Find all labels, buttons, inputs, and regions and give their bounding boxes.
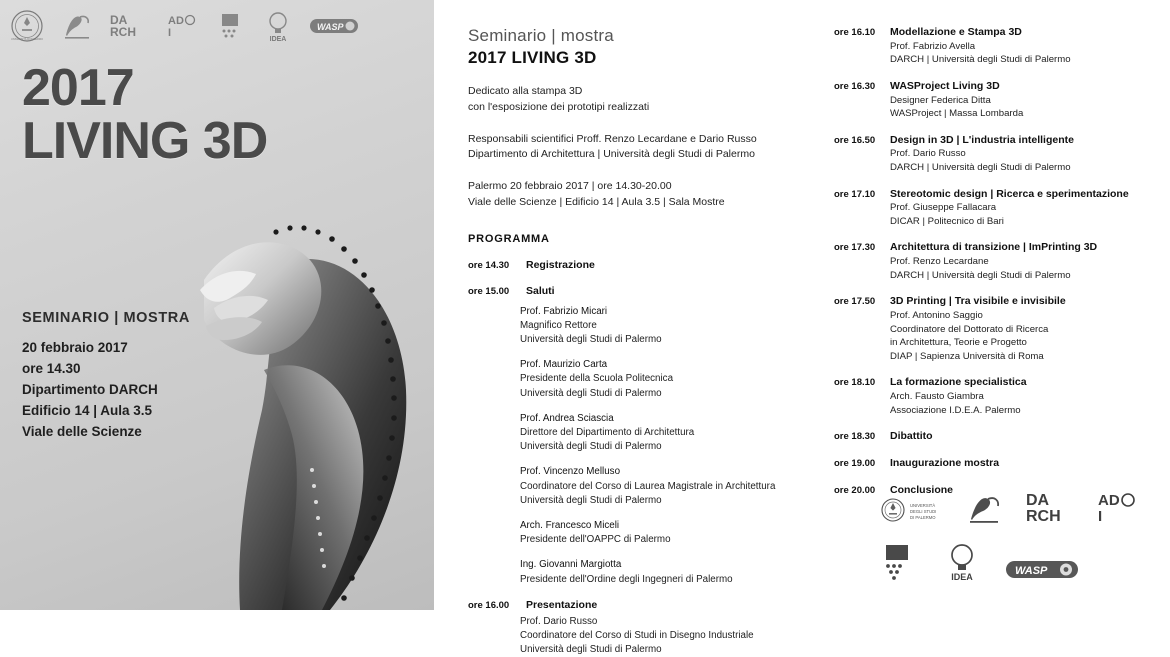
- poster-subtitle: SEMINARIO | MOSTRA: [22, 310, 190, 326]
- svg-text:WASP: WASP: [1015, 565, 1048, 577]
- programme-heading: PROGRAMMA: [468, 232, 550, 245]
- directors-line-2: Dipartimento di Architettura | Università degli Studi di Palermo: [468, 148, 755, 161]
- speaker-entry: [468, 465, 810, 508]
- programme-item-time: ore 16.00: [468, 599, 510, 611]
- programme-item: [468, 259, 810, 271]
- talk-title: Modellazione e Stampa 3D: [890, 26, 1022, 38]
- talk-time: ore 18.30: [834, 431, 876, 443]
- speaker-affiliation: Università degli Studi di Palermo: [520, 387, 662, 399]
- footer-logo-row-2: [880, 538, 1170, 582]
- svg-text:IDEA: IDEA: [269, 36, 287, 43]
- talk-time: ore 17.50: [834, 296, 876, 308]
- talk-affiliation: DARCH | Università degli Studi di Palermo: [890, 54, 1071, 66]
- svg-text:AD: AD: [168, 15, 184, 27]
- poster-panel: [0, 0, 434, 610]
- sheet-column-right: [824, 0, 1166, 610]
- poster-room: Edificio 14 | Aula 3.5: [22, 402, 153, 418]
- location-line-1: Palermo 20 febbraio 2017 | ore 14.30-20.00: [468, 180, 672, 192]
- poster-street: Viale delle Scienze: [22, 423, 142, 439]
- sculpture-photo: [144, 140, 444, 610]
- event-location: [468, 179, 810, 211]
- talk-affiliation: DIAP | Sapienza Università di Roma: [890, 350, 1044, 362]
- svg-text:DI PALERMO: DI PALERMO: [910, 515, 936, 520]
- svg-text:WASP: WASP: [317, 22, 344, 32]
- talk-affiliation: DARCH | Università degli Studi di Palermo: [890, 269, 1071, 281]
- scientific-directors: [468, 132, 810, 164]
- speaker-name: Prof. Andrea Sciascia: [520, 412, 614, 424]
- talk-item: [834, 80, 1150, 121]
- speaker-name: Arch. Francesco Miceli: [520, 519, 620, 531]
- wasp-logo-icon: [1006, 556, 1078, 582]
- lede-line-1: Dedicato alla stampa 3D: [468, 85, 583, 97]
- speaker-name: Prof. Dario Russo: [520, 615, 598, 627]
- adi-logo-icon: [168, 11, 202, 41]
- speaker-entry: [468, 358, 810, 401]
- speaker-entry: [468, 615, 810, 657]
- talk-role-2: in Architettura, Teorie e Progetto: [890, 337, 1027, 349]
- talk-title: La formazione specialistica: [890, 376, 1027, 389]
- svg-text:UNIVERSITÀ: UNIVERSITÀ: [910, 503, 936, 508]
- talk-speaker: Prof. Fabrizio Avella: [890, 40, 976, 52]
- polisci-logo-icon: [964, 492, 1004, 526]
- sheet-kicker: Seminario | mostra: [468, 26, 614, 45]
- talk-item: [834, 430, 1150, 444]
- talk-time: ore 16.30: [834, 80, 876, 92]
- programme-item: [468, 285, 810, 297]
- sheet-headline: 2017 LIVING 3D: [468, 48, 597, 67]
- speaker-name: Prof. Vincenzo Melluso: [520, 466, 621, 478]
- location-line-2: Viale delle Scienze | Edificio 14 | Aula 3.5 | Sala Mostre: [468, 195, 725, 208]
- programme-speaker-list: [468, 305, 810, 587]
- speaker-role: Magnifico Rettore: [520, 319, 597, 331]
- svg-text:AD: AD: [1098, 492, 1120, 509]
- talk-title: Architettura di transizione | ImPrinting 3D: [890, 241, 1098, 254]
- speaker-entry: [468, 558, 810, 586]
- poster-title-line2: LIVING 3D: [22, 112, 268, 171]
- talk-item: [834, 376, 1150, 417]
- talk-time: ore 17.30: [834, 242, 876, 254]
- programme-item-title: Registrazione: [526, 258, 595, 271]
- talk-affiliation: Associazione I.D.E.A. Palermo: [890, 404, 1021, 416]
- speaker-entry: [468, 305, 810, 348]
- talk-item: [834, 457, 1150, 471]
- talk-speaker: Prof. Dario Russo: [890, 148, 966, 160]
- talk-time: ore 18.10: [834, 377, 876, 389]
- speaker-role: Presidente dell'Ordine degli Ingegneri di Palermo: [520, 573, 733, 585]
- poster-title: [22, 59, 268, 171]
- talk-title: Inaugurazione mostra: [890, 456, 1000, 469]
- talk-item: [834, 26, 1150, 67]
- poster-title-line1: 2017: [22, 59, 134, 117]
- svg-text:DA: DA: [110, 13, 128, 27]
- talk-speaker: Prof. Antonino Saggio: [890, 309, 983, 321]
- speaker-affiliation: Università degli Studi di Palermo: [520, 441, 662, 453]
- speaker-affiliation: Università degli Studi di Palermo: [520, 494, 662, 506]
- programme-item-title: Saluti: [526, 284, 555, 297]
- dots-logo-icon: [218, 11, 246, 41]
- speaker-role: Presidente della Scuola Politecnica: [520, 373, 674, 385]
- lede-line-2: con l'esposizione dei prototipi realizzati: [468, 100, 650, 113]
- talk-role-1: Coordinatore del Dottorato di Ricerca: [890, 323, 1049, 335]
- sheet-column-left: [434, 0, 824, 656]
- darch-logo-icon: [1026, 488, 1076, 526]
- talk-item: [834, 188, 1150, 229]
- svg-text:I: I: [1098, 508, 1103, 525]
- talk-title: Design in 3D | L'industria intelligente: [890, 133, 1074, 146]
- poster-date: 20 febbraio 2017: [22, 340, 128, 355]
- svg-text:DEGLI STUDI: DEGLI STUDI: [910, 509, 937, 514]
- footer-logo-strip: [880, 482, 1170, 594]
- programme-item-time: ore 15.00: [468, 285, 510, 297]
- poster-dept: Dipartimento DARCH: [22, 381, 158, 397]
- poster-info: [22, 338, 158, 443]
- svg-text:UNIVERSITÀ DI PALERMO: UNIVERSITÀ DI PALERMO: [10, 38, 44, 41]
- speaker-affiliation: Università degli Studi di Palermo: [520, 644, 662, 656]
- directors-line-1: Responsabili scientifici Proff. Renzo Lecardane e Dario Russo: [468, 132, 757, 145]
- unipa-seal-icon: [880, 494, 942, 526]
- talk-time: ore 16.50: [834, 134, 876, 146]
- talk-time: ore 17.10: [834, 188, 876, 200]
- dots-logo-icon: [880, 542, 918, 582]
- talk-title: Conclusione: [890, 483, 954, 496]
- speaker-name: Prof. Fabrizio Micari: [520, 305, 608, 317]
- programme-sheet: [434, 0, 1166, 656]
- idea-logo-icon: [262, 9, 294, 43]
- talk-item: [834, 241, 1150, 282]
- programme-item-title: Presentazione: [526, 598, 598, 611]
- footer-logo-row-1: [880, 482, 1170, 526]
- adi-logo-icon: [1098, 488, 1144, 526]
- polisci-logo-icon: [60, 11, 94, 41]
- talk-title: WASProject Living 3D: [890, 79, 1000, 92]
- poster-time: ore 14.30: [22, 360, 81, 376]
- talk-affiliation: DICAR | Politecnico di Bari: [890, 215, 1004, 227]
- svg-text:IDEA: IDEA: [951, 572, 973, 582]
- talk-speaker: Arch. Fausto Giambra: [890, 391, 984, 403]
- unipa-seal-icon: [10, 9, 44, 43]
- speaker-role: Direttore del Dipartimento di Architettura: [520, 426, 695, 438]
- talk-item: [834, 134, 1150, 175]
- talk-title: Stereotomic design | Ricerca e sperimentazione: [890, 187, 1129, 200]
- talk-time: ore 19.00: [834, 457, 876, 469]
- talk-speaker: Prof. Renzo Lecardane: [890, 256, 989, 268]
- talk-speaker: Prof. Giuseppe Fallacara: [890, 202, 997, 214]
- programme-item: [468, 599, 810, 611]
- wasp-logo-icon: [310, 16, 358, 36]
- talk-time: ore 20.00: [834, 484, 876, 496]
- talk-title: Dibattito: [890, 430, 933, 443]
- darch-logo-icon: [110, 11, 152, 41]
- talk-speaker: Designer Federica Ditta: [890, 94, 991, 106]
- speaker-entry: [468, 412, 810, 455]
- speaker-affiliation: Università degli Studi di Palermo: [520, 333, 662, 345]
- talk-item: [834, 295, 1150, 363]
- poster-logo-row: [10, 6, 424, 46]
- speaker-entry: [468, 519, 810, 547]
- svg-text:DA: DA: [1026, 492, 1050, 509]
- talk-affiliation: DARCH | Università degli Studi di Palermo: [890, 161, 1071, 173]
- svg-text:RCH: RCH: [110, 25, 136, 39]
- programme-item-time: ore 14.30: [468, 259, 510, 271]
- speaker-role: Coordinatore del Corso di Laurea Magistrale in Architettura: [520, 480, 776, 492]
- talk-affiliation: WASProject | Massa Lombarda: [890, 108, 1024, 120]
- svg-text:I: I: [168, 27, 172, 39]
- speaker-role: Coordinatore del Corso di Studi in Disegno Industriale: [520, 629, 754, 641]
- svg-text:RCH: RCH: [1026, 508, 1061, 525]
- idea-logo-icon: [940, 540, 984, 582]
- talk-time: ore 16.10: [834, 27, 876, 38]
- sheet-lede: [468, 84, 810, 116]
- speaker-role: Presidente dell'OAPPC di Palermo: [520, 534, 671, 546]
- speaker-name: Ing. Giovanni Margiotta: [520, 559, 622, 571]
- talk-title: 3D Printing | Tra visibile e invisibile: [890, 295, 1066, 308]
- speaker-name: Prof. Maurizio Carta: [520, 359, 608, 371]
